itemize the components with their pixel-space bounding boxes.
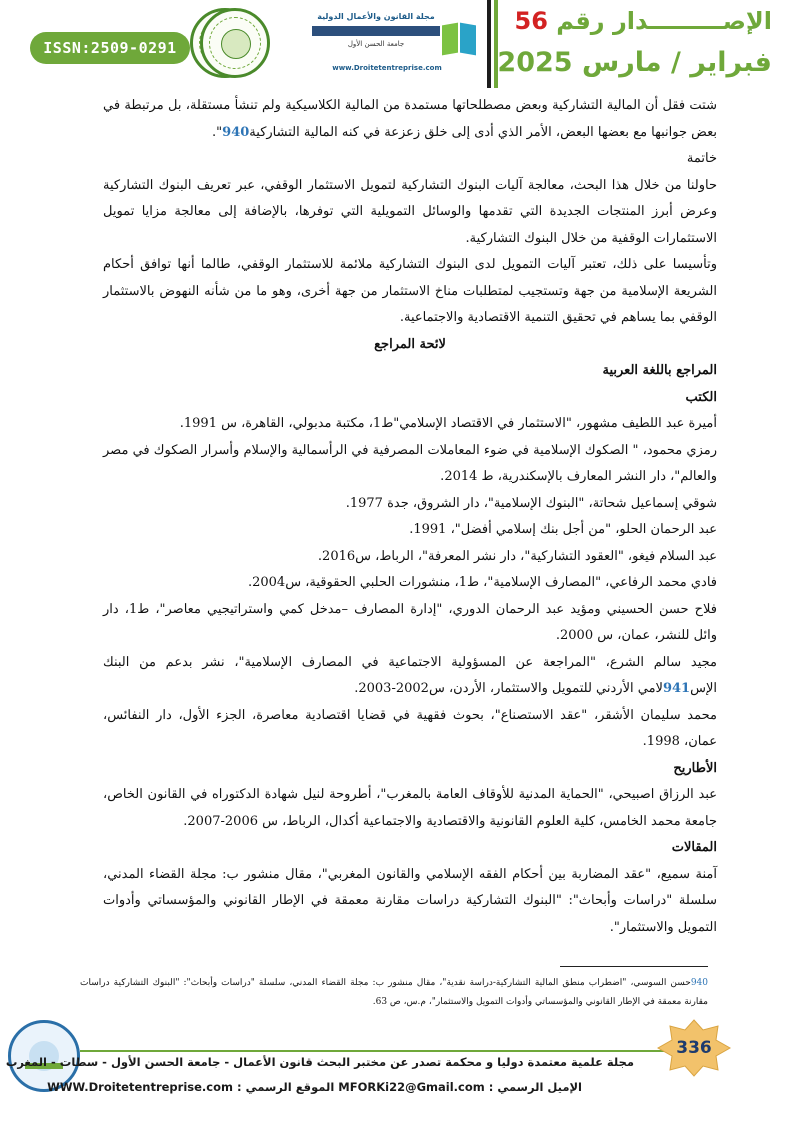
arabic-references-title: المراجع باللغة العربية [602, 363, 717, 378]
footer-description: مجلة علمية معتمدة دوليا و محكمة تصدر عن مختبر البحث قانون الأعمال - جامعة الحسن الأول - سطات - المغرب [5, 1055, 634, 1069]
reference-item: فادي محمد الرفاعي، "المصارف الإسلامية"، ط1، منشورات الحلبي الحقوقية، س2004. [247, 575, 717, 590]
site-link[interactable]: WWW.Droitetentreprise.com [47, 1080, 233, 1094]
reference-item: عبد السلام فيغو، "العقود التشاركية"، دار نشر المعرفة"، الرباط، س2016. [317, 548, 717, 564]
issn-badge: ISSN:2509-0291 [30, 32, 190, 64]
paragraph: شتت فقل أن المالية التشاركية وبعض مصطلحاتها مستمدة من المالية الكلاسيكية ولم تنشأ مستقلة، بل مرتبطة في بعض جوانبها مع بعضها البعض، الأمر الذي أدى إلى خلق زعزعة في كنه المالية التشاركية940". [103, 98, 717, 140]
email-link[interactable]: MFORKi22@Gmail.com [338, 1080, 485, 1094]
journal-website: www.Droitetentreprise.com [332, 64, 442, 72]
reference-item: عبد الرزاق اصبيحي، "الحماية المدنية للأوقاف العامة بالمغرب"، أطروحة لنيل شهادة الدكتوراه في القانون الخاص، جامعة محمد الخامس، كلية العلوم القانونية والاقتصادية والاجتماعية أكدال، الرباط، س 2006-2007. [103, 787, 717, 829]
reference-item: فلاح حسن الحسيني ومؤيد عبد الرحمان الدوري، "إدارة المصارف –مدخل كمي واستراتيجيي معاصر"، ط1، دار وائل للنشر، عمان، س 2000. [103, 601, 717, 643]
issue-date-line [497, 44, 772, 82]
footnote-ref[interactable]: 940 [222, 124, 250, 140]
issue-block [497, 4, 772, 82]
footnote-rule [560, 966, 708, 967]
header-divider [487, 0, 491, 88]
page-number-badge [656, 1018, 732, 1078]
journal-university: جامعة الحسن الأول [347, 40, 405, 48]
open-book-icon [442, 18, 480, 58]
issue-label: الإصـــــــــدار رقم [556, 7, 772, 35]
footer-contact [47, 1076, 582, 1098]
issue-number: 56 [514, 7, 548, 35]
email-label: الإميل الرسمي : [488, 1080, 582, 1094]
conclusion-title: خاتمة [686, 151, 717, 166]
page-number: 336 [676, 1038, 712, 1058]
paragraph: حاولنا من خلال هذا البحث، معالجة آليات البنوك التشاركية لتمويل الاستثمار الوقفي، عبر تعريف البنوك التشاركية وعرض أبرز المنتجات الجديدة التي تقدمها والوسائل التمويلية التي توفرها، بالإضافة إلى معالجة مزايا تمويل الاستثمارات الوقفية من خلال البنوك التشاركية. [103, 177, 717, 246]
footnote-text: حسن السوسي، "اضطراب منطق المالية التشاركية-دراسة نقدية"، مقال منشور ب: مجلة القضاء المدني، سلسلة "دراسات وأبحاث": "البنوك التشاركية دراسات مقارنة معمقة في الإطار القانوني والمؤسساتي وأدوات التمويل والاستثمار"، م.س، ص 63. [80, 978, 708, 1007]
reference-item: آمنة سميع، "عقد المضاربة بين أحكام الفقه الإسلامي والقانون المغربي"، مقال منشور ب: مجلة القضاء المدني، سلسلة "دراسات وأبحاث": "البنوك التشاركية دراسات مقارنة معمقة في الإطار القانوني والمؤسساتي وأدوات التمويل والاستثمار". [103, 866, 717, 935]
site-label: الموقع الرسمي : [237, 1080, 335, 1094]
footnote [80, 974, 708, 1012]
articles-title: المقالات [671, 840, 717, 855]
reference-item: شوقي إسماعيل شحاتة، "البنوك الإسلامية"، دار الشروق، جدة 1977. [345, 495, 717, 511]
paragraph: وتأسيسا على ذلك، تعتبر آليات التمويل لدى البنوك التشاركية ملائمة للاستثمار الوقفي، طالما أنها توافق أحكام الشريعة الإسلامية من جهة وتستجيب لمتطلبات مناخ الاستثمار من جهة أخرى، وهو ما من شأنه النهوض بالاستثمار الوقفي بما يساهم في تحقيق التنمية الاقتصادية والاجتماعية. [103, 257, 717, 325]
page-header [0, 0, 794, 90]
issue-date: فبراير / مارس [581, 47, 772, 78]
books-title: الكتب [685, 389, 717, 405]
reference-item: محمد سليمان الأشقر، "عقد الاستصناع"، بحوث فقهية في قضايا اقتصادية معاصرة، الجزء الأول، دار النفائس، عمان، 1998. [103, 707, 717, 749]
footnote-ref[interactable]: 941 [662, 681, 691, 696]
journal-strip [312, 26, 440, 36]
reference-item: رمزي محمود، " الصكوك الإسلامية في ضوء المعاملات المصرفية في الرأسمالية والإسلام وأسرار الصكوك في مصر والعالم"، دار النشر المعارف بالإسكندرية، ط 2014. [103, 442, 717, 484]
reference-item: عبد الرحمان الحلو، "من أجل بنك إسلامي أفضل"، 1991. [409, 522, 717, 537]
reference-item: مجيد سالم الشرع، "المراجعة عن المسؤولية الاجتماعية في المصارف الإسلامية"، نشر بدعم من البنك الإس941لامي الأردني للتمويل والاستثمار، الأردن، س2002-2003. [103, 654, 717, 696]
journal-name: مجلة القانون والأعمال الدولية [317, 12, 435, 21]
reference-item: أميرة عبد اللطيف مشهور، "الاستثمار في الاقتصاد الإسلامي"ط1، مكتبة مدبولي، القاهرة، س 1991. [179, 416, 717, 431]
references-title: لائحة المراجع [374, 336, 446, 352]
issue-number-line [502, 4, 772, 38]
issue-year: 2025 [497, 47, 573, 78]
article-body [103, 93, 717, 941]
footnote-number: 940 [690, 978, 708, 988]
university-seal-logo [200, 8, 270, 78]
theses-title: الأطاريح [673, 760, 717, 776]
journal-logo [292, 10, 482, 72]
